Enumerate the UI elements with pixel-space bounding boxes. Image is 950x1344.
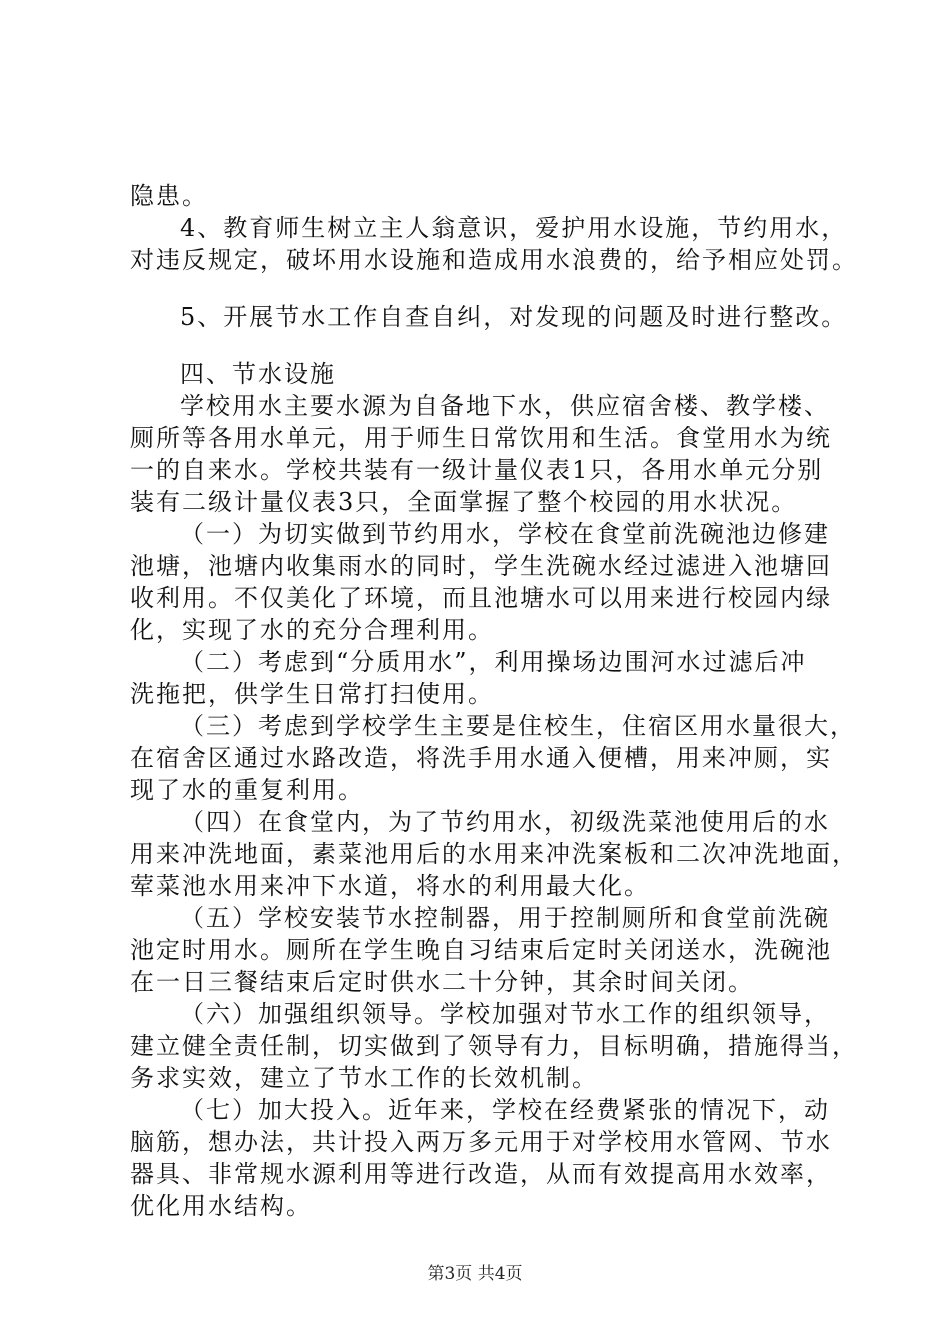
text-line: 在宿舍区通过水路改造，将洗手用水通入便槽，用来冲厕，实: [130, 744, 832, 772]
text-line: 5、开展节水工作自查自纠，对发现的问题及时进行整改。: [180, 303, 848, 331]
text-line: （四）在食堂内，为了节约用水，初级洗菜池使用后的水: [180, 808, 830, 836]
text-line: （二）考虑到“分质用水”，利用操场边围河水过滤后冲: [180, 648, 807, 676]
text-line: 收利用。不仅美化了环境，而且池塘水可以用来进行校园内绿: [130, 584, 832, 612]
text-line: （七）加大投入。近年来，学校在经费紧张的情况下，动: [180, 1096, 830, 1124]
text-line: 对违反规定，破坏用水设施和造成用水浪费的，给予相应处罚。: [130, 246, 858, 274]
text-line: 在一日三餐结束后定时供水二十分钟，其余时间关闭。: [130, 968, 754, 996]
text-line: 池定时用水。厕所在学生晚自习结束后定时关闭送水，洗碗池: [130, 936, 832, 964]
text-line: 荤菜池水用来冲下水道，将水的利用最大化。: [130, 872, 650, 900]
text-line: 优化用水结构。: [130, 1192, 312, 1220]
text-line: 洗拖把，供学生日常打扫使用。: [130, 680, 494, 708]
text-line: 化，实现了水的充分合理利用。: [130, 616, 494, 644]
text-line: 建立健全责任制，切实做到了领导有力，目标明确，措施得当，: [130, 1032, 858, 1060]
text-line: （五）学校安装节水控制器，用于控制厕所和食堂前洗碗: [180, 904, 830, 932]
section-heading: 四、节水设施: [180, 360, 336, 388]
text-line: 学校用水主要水源为自备地下水，供应宿舍楼、教学楼、: [180, 392, 830, 420]
text-line: 用来冲洗地面，素菜池用后的水用来冲洗案板和二次冲洗地面，: [130, 840, 858, 868]
text-line: 隐患。: [130, 182, 208, 210]
text-line: 4、教育师生树立主人翁意识，爱护用水设施，节约用水，: [180, 214, 848, 242]
text-line: （一）为切实做到节约用水，学校在食堂前洗碗池边修建: [180, 520, 830, 548]
text-line: 务求实效，建立了节水工作的长效机制。: [130, 1064, 598, 1092]
text-line: 装有二级计量仪表3只，全面掌握了整个校园的用水状况。: [130, 488, 798, 516]
text-line: 一的自来水。学校共装有一级计量仪表1只，各用水单元分别: [130, 456, 824, 484]
text-line: 现了水的重复利用。: [130, 776, 364, 804]
text-line: 厕所等各用水单元，用于师生日常饮用和生活。食堂用水为统: [130, 424, 832, 452]
page-number: 第3页 共4页: [427, 1264, 523, 1284]
page-footer: [0, 1262, 950, 1286]
text-line: 池塘，池塘内收集雨水的同时，学生洗碗水经过滤进入池塘回: [130, 552, 832, 580]
text-line: （六）加强组织领导。学校加强对节水工作的组织领导，: [180, 1000, 830, 1028]
text-line: 脑筋，想办法，共计投入两万多元用于对学校用水管网、节水: [130, 1128, 832, 1156]
text-line: （三）考虑到学校学生主要是住校生，住宿区用水量很大，: [180, 712, 856, 740]
text-line: 器具、非常规水源利用等进行改造，从而有效提高用水效率，: [130, 1160, 832, 1188]
